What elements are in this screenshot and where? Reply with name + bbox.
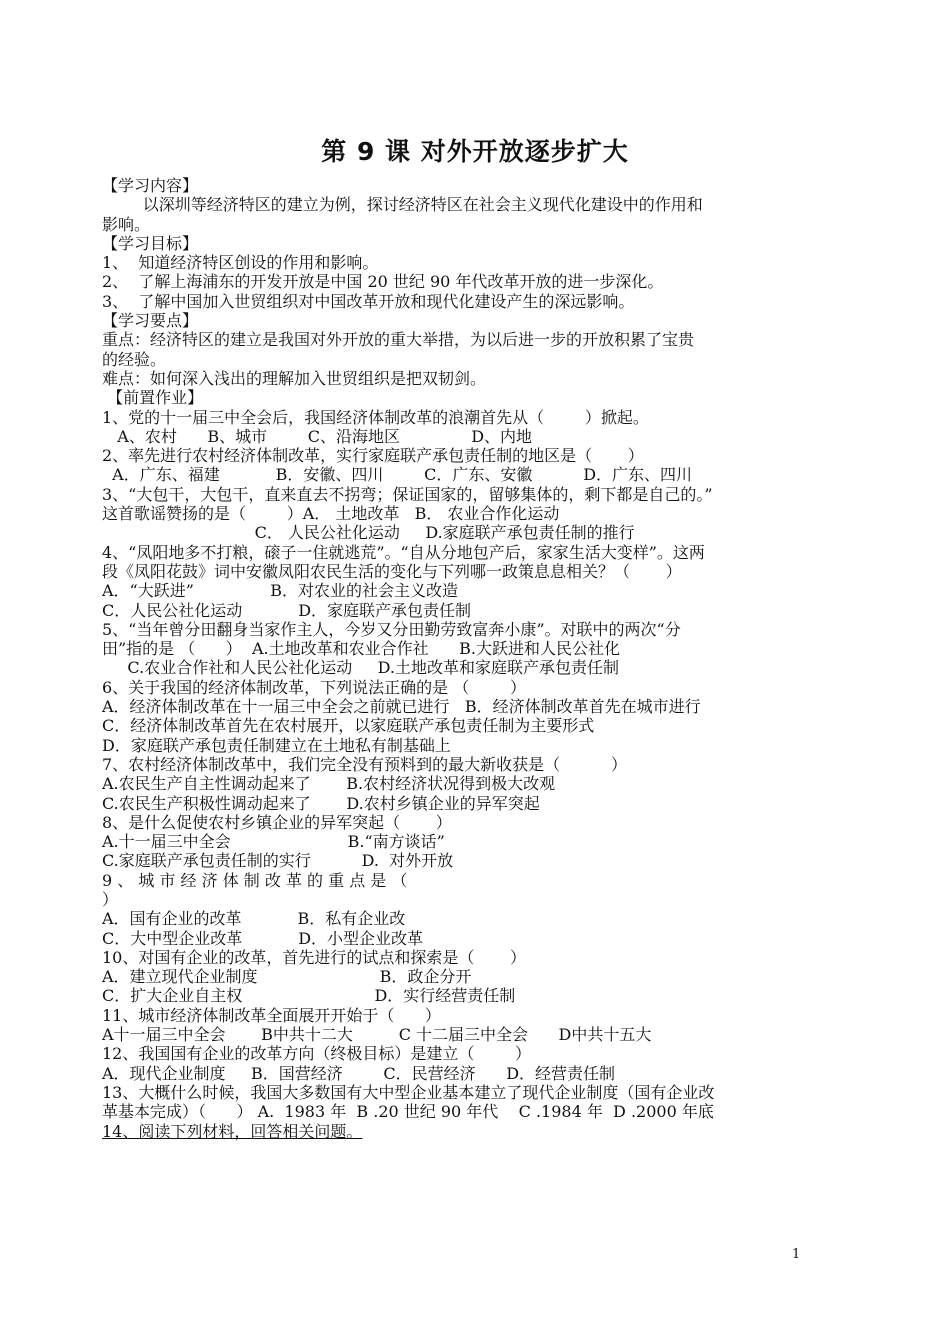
question-text: 段《凤阳花鼓》词中安徽凤阳农民生活的变化与下列哪一政策息息相关？（ ）: [102, 561, 682, 581]
question-text: 11、城市经济体制改革全面展开开始于（ ）: [102, 1005, 441, 1025]
question-text: 9 、 城 市 经 济 体 制 改 革 的 重 点 是 （: [102, 870, 408, 890]
question-text: 13、大概什么时候，我国大多数国有大中型企业基本建立了现代企业制度（国有企业改: [102, 1082, 715, 1102]
question-options: A．“大跃进” B．对农业的社会主义改造: [102, 581, 458, 601]
page-number: 1: [792, 1247, 801, 1262]
question-text: 这首歌谣赞扬的是（ ）A． 土地改革 B． 农业合作化运动: [102, 504, 560, 524]
question-options: A.农民生产自主性调动起来了 B.农村经济状况得到极大改观: [102, 774, 556, 794]
question-options: D．家庭联产承包责任制建立在土地私有制基础上: [102, 735, 451, 755]
question-options: A．经济体制改革在十一届三中全会之前就已进行 B．经济体制改革首先在城市进行: [102, 697, 701, 717]
question-text: 田”指的是 （ ） A.土地改革和农业合作社 B.大跃进和人民公社化: [102, 639, 620, 659]
page-title: 第 9 课 对外开放逐步扩大: [321, 137, 629, 166]
question-text: 6、关于我国的经济体制改革，下列说法正确的是 （ ）: [102, 677, 526, 697]
question-options: 革基本完成）（ ） A. 1983 年 B .20 世纪 90 年代 C .1984 年 D .2000 年底: [102, 1102, 714, 1122]
document-body: [102, 176, 810, 1141]
content-text: 以深圳等经济特区的建立为例，探讨经济特区在社会主义现代化建设中的作用和: [102, 195, 703, 215]
question-options: A．建立现代企业制度 B．政企分开: [102, 967, 472, 987]
question-options: C．大中型企业改革 D．小型企业改革: [102, 928, 424, 948]
question-text: 2、率先进行农村经济体制改革，实行家庭联产承包责任制的地区是（ ）: [102, 446, 644, 466]
key-point-text: 重点：经济特区的建立是我国对外开放的重大举措，为以后进一步的开放积累了宝贵: [102, 330, 695, 350]
question-text: 7、农村经济体制改革中，我们完全没有预料到的最大新收获是（ ）: [102, 754, 628, 774]
question-options: A、农村 B、城市 C、沿海地区 D、内地: [102, 426, 533, 446]
goal-item: 1、 知道经济特区创设的作用和影响。: [102, 253, 379, 273]
question-options: A.十一届三中全会 B.“南方谈话”: [102, 832, 445, 852]
question-options: C.家庭联产承包责任制的实行 D. 对外开放: [102, 851, 454, 871]
question-text: 12、我国国有企业的改革方向（终极目标）是建立（ ）: [102, 1044, 532, 1064]
question-text: 4、“凤阳地多不打粮，磙子一住就逃荒”。“自从分地包产后，家家生活大变样”。这两: [102, 542, 705, 562]
goal-item: 3、 了解中国加入世贸组织对中国改革开放和现代化建设产生的深远影响。: [102, 291, 635, 311]
question-text-underlined: 14、阅读下列材料，回答相关问题。: [102, 1121, 363, 1141]
question-options: A十一届三中全会 B中共十二大 C 十二届三中全会 D中共十五大: [102, 1025, 652, 1045]
question-options: A．国有企业的改革 B．私有企业改: [102, 909, 406, 929]
question-text: ）: [102, 889, 119, 909]
question-options: C．人民公社化运动 D．家庭联产承包责任制: [102, 600, 472, 620]
goal-item: 2、 了解上海浦东的开发开放是中国 20 世纪 90 年代改革开放的进一步深化。: [102, 272, 664, 292]
question-options: A．现代企业制度 B．国营经济 C．民营经济 D．经营责任制: [102, 1063, 616, 1083]
question-text: 8、是什么促使农村乡镇企业的异军突起（ ）: [102, 812, 452, 832]
question-text: 3、“大包干，大包干，直来直去不拐弯；保证国家的，留够集体的，剩下都是自己的。”: [102, 484, 713, 504]
question-options: C．扩大企业自主权 D．实行经营责任制: [102, 986, 516, 1006]
section-heading-content: 【学习内容】: [102, 176, 199, 195]
section-heading-goals: 【学习目标】: [102, 233, 199, 253]
content-text: 影响。: [102, 214, 151, 234]
key-point-text: 的经验。: [102, 349, 167, 369]
question-text: 5、“当年曾分田翻身当家作主人，今岁又分田勤劳致富奔小康”。对联中的两次“分: [102, 619, 681, 639]
section-heading-homework: 【前置作业】: [102, 388, 204, 408]
question-options: A．广东、福建 B．安徽、四川 C．广东、安徽 D．广东、四川: [102, 465, 693, 485]
difficulty-text: 难点：如何深入浅出的理解加入世贸组织是把双韧剑。: [102, 368, 487, 388]
question-text: 10、对国有企业的改革，首先进行的试点和探索是（ ）: [102, 947, 526, 967]
question-options: C.农业合作社和人民公社化运动 D.土地改革和家庭联产承包责任制: [102, 658, 619, 678]
question-text: 1、党的十一届三中全会后，我国经济体制改革的浪潮首先从（ ）掀起。: [102, 407, 649, 427]
question-options: C.农民生产积极性调动起来了 D.农村乡镇企业的异军突起: [102, 793, 540, 813]
section-heading-key-points: 【学习要点】: [102, 311, 199, 331]
question-options: C．经济体制改革首先在农村展开，以家庭联产承包责任制为主要形式: [102, 716, 595, 736]
question-options: C． 人民公社化运动 D.家庭联产承包责任制的推行: [102, 523, 635, 543]
